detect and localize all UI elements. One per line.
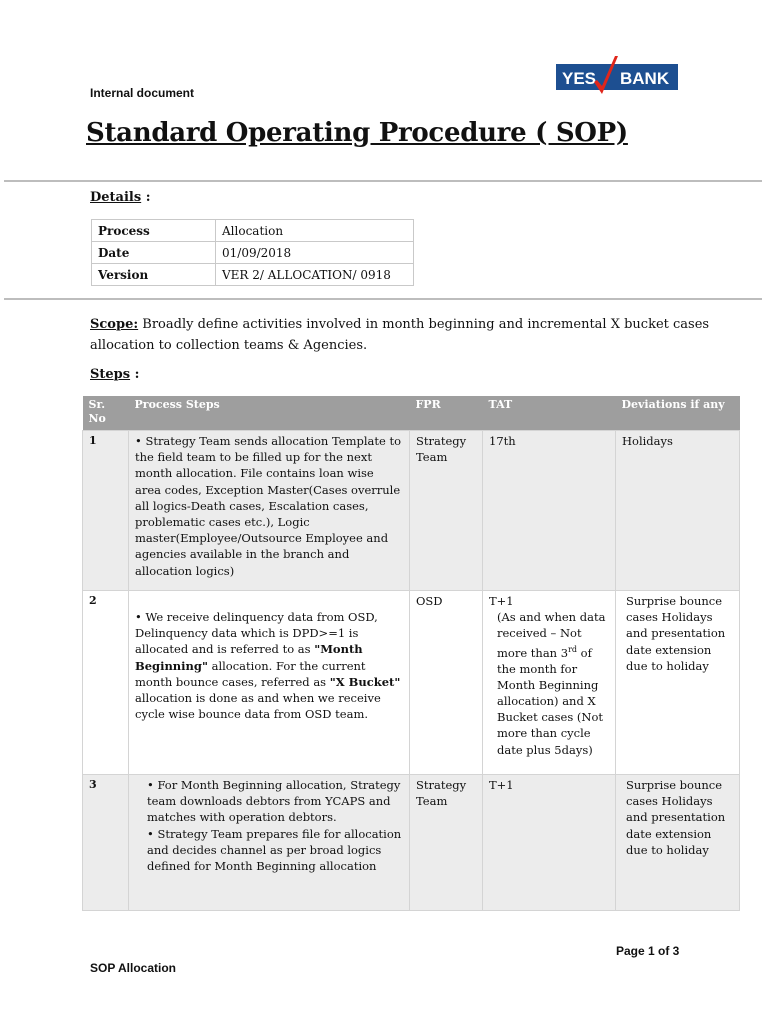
header-deviations: Deviations if any: [616, 396, 740, 431]
deviations-cell: Holidays: [616, 431, 740, 591]
details-value: VER 2/ ALLOCATION/ 0918: [216, 264, 414, 286]
details-key: Date: [92, 242, 216, 264]
details-key: Version: [92, 264, 216, 286]
details-row: [92, 242, 414, 264]
page-number: Page 1 of 3: [616, 944, 680, 958]
steps-header-row: [83, 396, 740, 431]
fpr-cell: OSD: [410, 591, 483, 775]
steps-table: [82, 396, 740, 911]
scope-label: Scope:: [90, 317, 139, 332]
table-row: [83, 591, 740, 775]
row-number: 1: [83, 431, 129, 591]
tat-cell: T+1 (As and when data received – Not more than 3rd of the month for Month Beginning allocation) and X Bucket cases (Not more than cycle date plus 5days): [483, 591, 616, 775]
logo-text-left: YES: [562, 69, 597, 88]
details-value: 01/09/2018: [216, 242, 414, 264]
process-steps-cell: • We receive delinquency data from OSD, Delinquency data which is DPD>=1 is allocated and is referred to as "Month Beginning" allocation. For the current month bounce cases, referred as "X Bucket" allocation is done as and when we receive cycle wise bounce data from OSD team.: [129, 591, 410, 775]
process-steps-cell: • For Month Beginning allocation, Strategy team downloads debtors from YCAPS and matches with operation debtors. • Strategy Team prepares file for allocation and decides channel as per broad logics defined for Month Beginning allocation: [129, 775, 410, 911]
header-fpr: FPR: [410, 396, 483, 431]
divider: [4, 298, 762, 300]
header-process: Process Steps: [129, 396, 410, 431]
details-heading: Details :: [90, 190, 151, 205]
tat-cell: T+1: [483, 775, 616, 911]
details-key: Process: [92, 220, 216, 242]
details-table: [91, 219, 414, 286]
scope-paragraph: [90, 314, 720, 356]
fpr-cell: Strategy Team: [410, 775, 483, 911]
details-row: [92, 220, 414, 242]
details-row: [92, 264, 414, 286]
deviations-cell: Surprise bounce cases Holidays and presentation date extension due to holiday: [616, 591, 740, 775]
table-row: [83, 775, 740, 911]
header-sr: Sr. No: [83, 396, 129, 431]
deviations-cell: Surprise bounce cases Holidays and presentation date extension due to holiday: [616, 775, 740, 911]
table-row: [83, 431, 740, 591]
tat-cell: 17th: [483, 431, 616, 591]
header-tat: TAT: [483, 396, 616, 431]
divider: [4, 180, 762, 182]
details-value: Allocation: [216, 220, 414, 242]
footer-doc-name: SOP Allocation: [90, 961, 177, 975]
scope-text: Broadly define activities involved in month beginning and incremental X bucket cases allocation to collection teams & Agencies.: [90, 317, 710, 353]
row-number: 3: [83, 775, 129, 911]
fpr-cell: Strategy Team: [410, 431, 483, 591]
row-number: 2: [83, 591, 129, 775]
process-steps-cell: • Strategy Team sends allocation Template to the field team to be filled up for the next month allocation. File contains loan wise area codes, Exception Master(Cases overrule all logics-Death cases, Escalation cases, problematic cases etc.), Logic master(Employee/Outsource Employee and agencies available in the branch and allocation logics): [129, 431, 410, 591]
page-title: Standard Operating Procedure ( SOP): [86, 118, 628, 148]
internal-document-label: Internal document: [90, 86, 195, 100]
steps-heading: Steps :: [90, 367, 140, 382]
logo-text-right: BANK: [620, 69, 670, 88]
yes-bank-logo: [556, 56, 678, 96]
